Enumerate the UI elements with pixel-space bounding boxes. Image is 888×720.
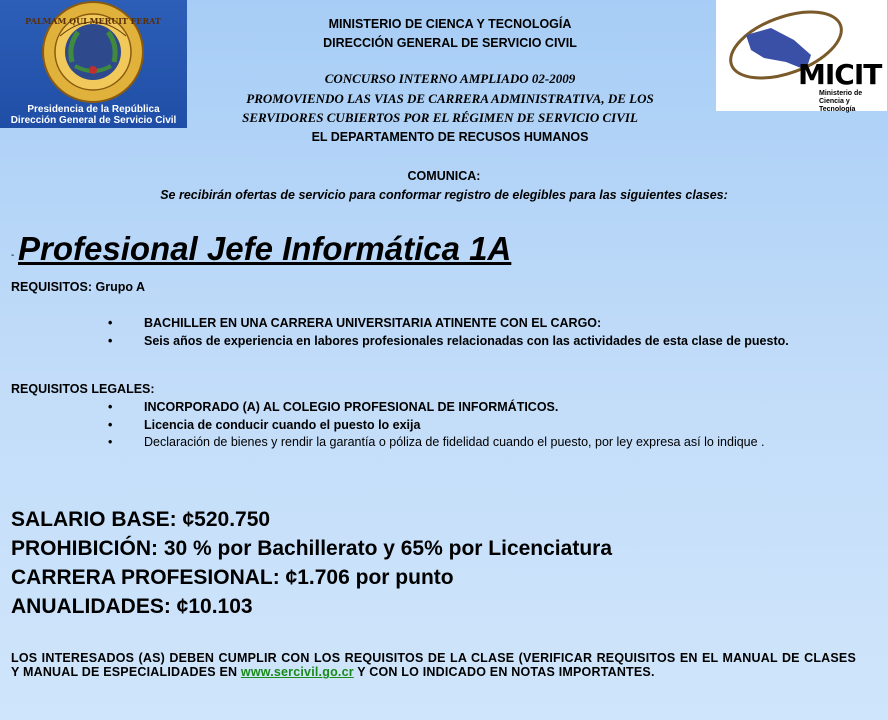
micit-brand: MICIT [798, 58, 882, 91]
svg-text:PALMAM QUI MERUIT FERAT: PALMAM QUI MERUIT FERAT [25, 16, 161, 26]
job-dash: - [11, 250, 15, 261]
micit-logo [716, 0, 887, 111]
legal-item: • INCORPORADO (A) AL COLEGIO PROFESIONAL DE INFORMÁTICOS. [108, 400, 559, 414]
promo-line-1: PROMOVIENDO LAS VIAS DE CARRERA ADMINISTRATIVA, DE LOS [246, 91, 654, 106]
logo-line-1: Presidencia de la República [27, 104, 160, 115]
micit-sub-2: Ciencia y Tecnología [819, 98, 856, 113]
requirement-item: • Seis años de experiencia en labores profesionales relacionadas con las actividades de esta clase de puesto. [108, 334, 789, 348]
job-title: Profesional Jefe Informática 1A [18, 230, 512, 267]
logo-line-2: Dirección General de Servicio Civil [10, 115, 177, 126]
prohibition: PROHIBICIÓN: 30 % por Bachillerato y 65% por Licenciatura [11, 537, 612, 560]
ministry-title: MINISTERIO DE CIENCA Y TECNOLOGÍA [328, 17, 572, 31]
footer-note [11, 651, 856, 680]
professional-career: CARRERA PROFESIONAL: ¢1.706 por punto [11, 566, 454, 589]
announcement-intro: Se recibirán ofertas de servicio para conformar registro de elegibles para las siguientes clases: [160, 188, 728, 202]
salary-base: SALARIO BASE: ¢520.750 [11, 508, 271, 531]
direction-title: DIRECCIÓN GENERAL DE SERVICIO CIVIL [323, 36, 577, 50]
footer-text-after: Y CON LO INDICADO EN NOTAS IMPORTANTES. [353, 665, 655, 680]
servicio-civil-logo [0, 0, 187, 128]
sercivil-link[interactable]: www.sercivil.go.cr [240, 665, 354, 680]
contest-title: CONCURSO INTERNO AMPLIADO 02-2009 [324, 71, 576, 86]
legal-requirements-label: REQUISITOS LEGALES: [11, 382, 155, 396]
department-title: EL DEPARTAMENTO DE RECUSOS HUMANOS [311, 130, 589, 144]
annuities: ANUALIDADES: ¢10.103 [11, 595, 253, 618]
legal-item: • Licencia de conducir cuando el puesto lo exija [108, 418, 421, 432]
promo-line-2: SERVIDORES CUBIERTOS POR EL RÉGIMEN DE SERVICIO CIVIL [242, 110, 638, 125]
footer-text-before: LOS INTERESADOS (AS) DEBEN CUMPLIR CON LOS REQUISITOS DE LA CLASE (VERIFICAR REQUISITOS EN EL MANUAL DE CLASES Y MANUAL DE ESPECIALIDADES EN [11, 651, 856, 680]
requirements-label: REQUISITOS: Grupo A [11, 280, 146, 294]
comunica-heading: COMUNICA: [407, 169, 481, 183]
legal-item: • Declaración de bienes y rendir la garantía o póliza de fidelidad cuando el puesto, por ley expresa así lo indique . [108, 435, 765, 449]
micit-sub-1: Ministerio de [819, 90, 863, 97]
requirement-item: • BACHILLER EN UNA CARRERA UNIVERSITARIA ATINENTE CON EL CARGO: [108, 316, 602, 330]
